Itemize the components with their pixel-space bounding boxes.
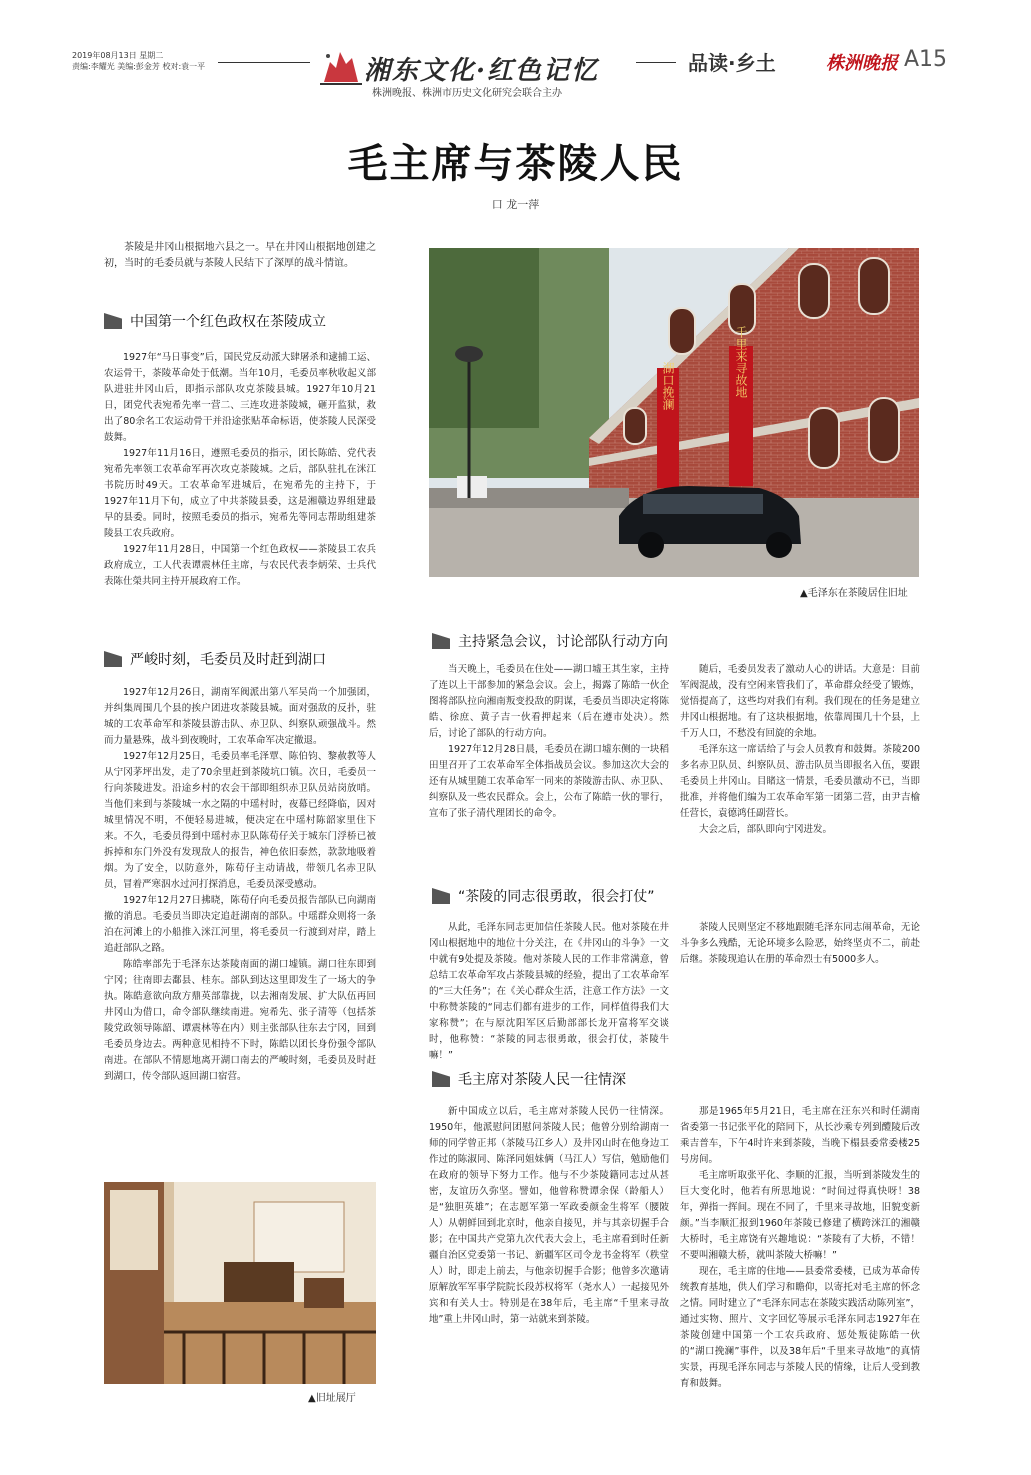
subheading-2: 严峻时刻，毛委员及时赶到湖口 <box>104 649 326 669</box>
brand-emblem-icon <box>318 44 364 90</box>
article-byline: 口 龙一萍 <box>491 198 540 211</box>
former-residence-image <box>429 248 919 577</box>
subheading-marker-icon <box>432 1071 450 1087</box>
section-4-body-right: 茶陵人民则坚定不移地跟随毛泽东同志闹革命，无论斗争多么残酷，无论环境多么险恶，始终坚贞不二，前赴后继。茶陵现追认在册的革命烈士有5000多人。 <box>680 922 920 965</box>
section-1-body: 1927年“马日事变”后，国民党反动派大肆屠杀和逮捕工运、农运骨干，茶陵革命处于低潮。当年10月，毛委员率秋收起义部队进驻井冈山后，即指示部队攻克茶陵县城。1927年10月21日，团党代表宛希先率一营二、三连攻进茶陵城，砸开监狱，救出了80余名工农运动骨干并沿途张贴革命标语，使茶陵人民深受鼓舞。 1927年11月16日，遵照毛委员的指示，团长陈皓、党代表宛希先率领工农革命军再次攻克茶陵城。之后，部队驻扎在洣江书院历时49天。工农革命军进城后，在宛希先的主持下，于1927年11月下旬，成立了中共茶陵县委，这是湘赣边界组建最早的县委。同时，按照毛委员的指示，宛希先等同志帮助组建茶陵县工农兵政府。 1927年11月28日，中国第一个红色政权——茶陵县工农兵政府成立，工人代表谭震林任主席，与农民代表李炳荣、士兵代表陈仕榮共同主持开展政府工作。 <box>104 352 376 587</box>
editor-credits: 责编:李耀光 美编:彭金芳 校对:袁一平 <box>72 62 206 71</box>
subheading-marker-icon <box>104 651 122 667</box>
subheading-marker-icon <box>432 888 450 904</box>
section-5-body-right: 那是1965年5月21日，毛主席在汪东兴和时任湖南省委第一书记张平化的陪同下，从长沙乘专列到醴陵后改乘吉普车，下午4时许来到茶陵，当晚下榻县委常委楼25号房间。 毛主席听取张平化、李顺的汇报，当听到茶陵发生的巨大变化时，他若有所思地说：“时间过得真快呀！38年，弹指一挥间。现在不同了，千里来寻故地，旧貌变新颜。”当李顺汇报到1960年茶陵已修建了横跨洣江的湘赣大桥时，毛主席饶有兴趣地说：“茶陵有了大桥，不错！不要叫湘赣大桥，就叫茶陵大桥嘛！” 现在，毛主席的住地——县委常委楼，已成为革命传统教育基地，供人们学习和瞻仰，以寄托对毛主席的怀念之情。同时建立了“毛泽东同志在茶陵实践活动陈列室”，通过实物、照片、文字回忆等展示毛泽东同志1927年在茶陵创建中国第一个工农兵政府、惩处叛徒陈皓一伙的“湖口挽澜”事件，以及38年后“千里来寻故地”的真情实景，再现毛泽东同志与茶陵人民的情缘，让后人受到教育和鼓舞。 <box>680 1106 920 1389</box>
subheading-marker-icon <box>432 633 450 649</box>
article-lead: 茶陵是井冈山根据地六县之一。早在井冈山根据地创建之初，当时的毛委员就与茶陵人民结下了深厚的战斗情谊。 <box>104 242 376 269</box>
section-4-body-left: 从此，毛泽东同志更加信任茶陵人民。他对茶陵在井冈山根据地中的地位十分关注，在《井冈山的斗争》一文中就有9处提及茶陵。他对茶陵人民的工作非常满意，曾总结工农革命军攻占茶陵县城的经验，提出了工农革命军的“三大任务”；在《关心群众生活，注意工作方法》一文中称赞茶陵的“同志们都有进步的工作，同样值得我们大家称赞”；在与原沈阳军区后勤部部长龙开富将军交谈时，他称赞：“茶陵的同志很勇敢，很会打仗，茶陵牛嘛！” <box>429 922 669 1061</box>
column-brand: 湘东文化·红色记忆 <box>364 56 600 86</box>
hall-photo <box>104 1182 376 1384</box>
header-rule-right <box>636 62 676 63</box>
column-sponsors: 株洲晚报、株洲市历史文化研究会联合主办 <box>372 88 562 99</box>
subheading-3: 主持紧急会议，讨论部队行动方向 <box>432 631 668 651</box>
header-rule-left <box>218 62 310 63</box>
subheading-4: “茶陵的同志很勇敢，很会打仗” <box>432 886 655 906</box>
issue-date: 2019年08月13日 星期二 <box>72 51 164 60</box>
hall-caption: ▲旧址展厅 <box>308 1393 356 1404</box>
section-5-body-left: 新中国成立以后，毛主席对茶陵人民仍一往情深。1950年，他派慰问团慰问茶陵人民；他曾分别给湖南一师的同学曾正邦（茶陵马江乡人）及井冈山时在他身边工作过的陈淑同、陈泽同姐妹俩（马江人）写信，勉励他们在政府的领导下努力工作。他与不少茶陵籍同志过从甚密，友谊历久弥坚。譬如，他曾称赞谭余保（龄船人）是“独胆英雄”；在志愿军第一军政委颜金生将军（腰陂人）从朝鲜回到北京时，他亲自接见，并与其亲切握手合影；在中国共产党第九次代表大会上，毛主席看到时任新疆自治区党委第一书记、新疆军区司令龙书金将军（秩堂人）时，即走上前去，与他亲切握手合影；他曾多次邀请原解放军军事学院院长段苏权将军（尧水人）一起接见外宾和有关人士。特别是在38年后，毛主席“千里来寻故地”重上井冈山时，第一站就来到茶陵。 <box>429 1106 669 1325</box>
section-3-body-right: 随后，毛委员发表了激动人心的讲话。大意是：目前军阀混战，没有空闲来管我们了，革命群众经受了锻炼，觉悟提高了，这些均对我们有利。我们现在的任务是建立井冈山根据地。有了这块根据地，依靠周围几十个县，上千万人口，不愁没有回旋的余地。 毛泽东这一席话给了与会人员教育和鼓舞。茶陵200多名赤卫队员、纠察队员、游击队员当即报名入伍，要跟毛委员上井冈山。目睹这一情景，毛委员激动不已，当即批准，并将他们编为工农革命军第一团第二营，由尹吉榆任营长，袁德鸿任副营长。 大会之后，部队即向宁冈进发。 <box>680 664 920 835</box>
exhibition-hall-image <box>104 1182 376 1384</box>
building-caption: ▲毛泽东在茶陵居住旧址 <box>800 588 908 599</box>
subheading-5: 毛主席对茶陵人民一往情深 <box>432 1069 626 1089</box>
section-3-body-left: 当天晚上，毛委员在住处——湖口墟王其生家，主持了连以上干部参加的紧急会议。会上，揭露了陈皓一伙企图将部队拉向湘南叛变投敌的阴谋，毛委员当即决定将陈皓、徐庶、黄子吉一伙看押起来（后在遵市处决）。然后，讨论了部队的行动方向。 1927年12月28日晨，毛委员在湖口墟东侧的一块稻田里召开了工农革命军全体指战员会议。参加这次大会的还有从城里随工农革命军一同来的茶陵游击队、赤卫队、纠察队及一些农民群众。会上，公布了陈皓一伙的罪行，宣布了张子清代理团长的命令。 <box>429 664 669 819</box>
page-number: A15 <box>904 47 948 72</box>
sign-right-text: 千里来寻故地 <box>734 326 748 398</box>
section-2-body: 1927年12月26日，湖南军阀派出第八军吴尚一个加强团，并纠集周围几个县的挨户团进攻茶陵县城。面对强敌的反扑，驻城的工农革命军和茶陵县游击队、赤卫队、纠察队顽强战斗。然而力量悬殊，战斗到夜晚时，工农革命军决定撤退。 1927年12月25日，毛委员率毛泽覃、陈伯钧、黎赦教等人从宁冈茅坪出发，走了70余里赶到茶陵坑口镇。次日，毛委员一行向茶陵进发。沿途乡村的农会干部即组织赤卫队员站岗放哨。当他们来到与茶陵城一水之隔的中瑶村时，夜幕已经降临，因对城里情况不明，不便轻易进城，便决定在中瑶村陈韶家里住下来。不久，毛委员得到中瑶村赤卫队陈荀仔关于城东门浮桥已被拆掉和东门外没有发现敌人的报告，神色依旧泰然，款款地吸着烟。为了安全，以防意外，陈荀仔主动请战，带领几名赤卫队员，冒着严寒泅水过河打探消息，毛委员深受感动。 1927年12月27日拂晓，陈荀仔向毛委员报告部队已向湖南撤的消息。毛委员当即决定追赶湖南的部队。中瑶群众则将一条泊在河滩上的小船推入洣江河里，将毛委员一行渡到对岸，踏上追赶部队之路。 陈皓率部先于毛泽东达茶陵南面的湖口墟镇。湖口往东即到宁冈；往南即去鄱县、桂东。部队到达这里即发生了一场大的争执。陈皓意欲向敌方鼎英部靠拢，以去湘南发展、扩大队伍再回井冈山为借口，命令部队继续南进。宛希先、张子清等（包括茶陵党政领导陈韶、谭震林等在内）则主张部队往东去宁冈，回到毛委员身边去。两种意见相持不下时，陈皓以团长身份强令部队南进。在部队不情愿地离开湖口南去的严峻时刻，毛委员及时赶到湖口，传令部队返回湖口宿营。 <box>104 687 376 1082</box>
article-title: 毛主席与茶陵人民 <box>347 141 684 187</box>
subheading-1: 中国第一个红色政权在茶陵成立 <box>104 311 326 331</box>
sign-left-text: 湖口挽澜 <box>661 362 675 410</box>
building-photo <box>429 248 919 577</box>
newspaper-logo: 株洲晚报 <box>826 53 898 74</box>
section-label: 品读·乡土 <box>688 51 776 75</box>
subheading-marker-icon <box>104 313 122 329</box>
